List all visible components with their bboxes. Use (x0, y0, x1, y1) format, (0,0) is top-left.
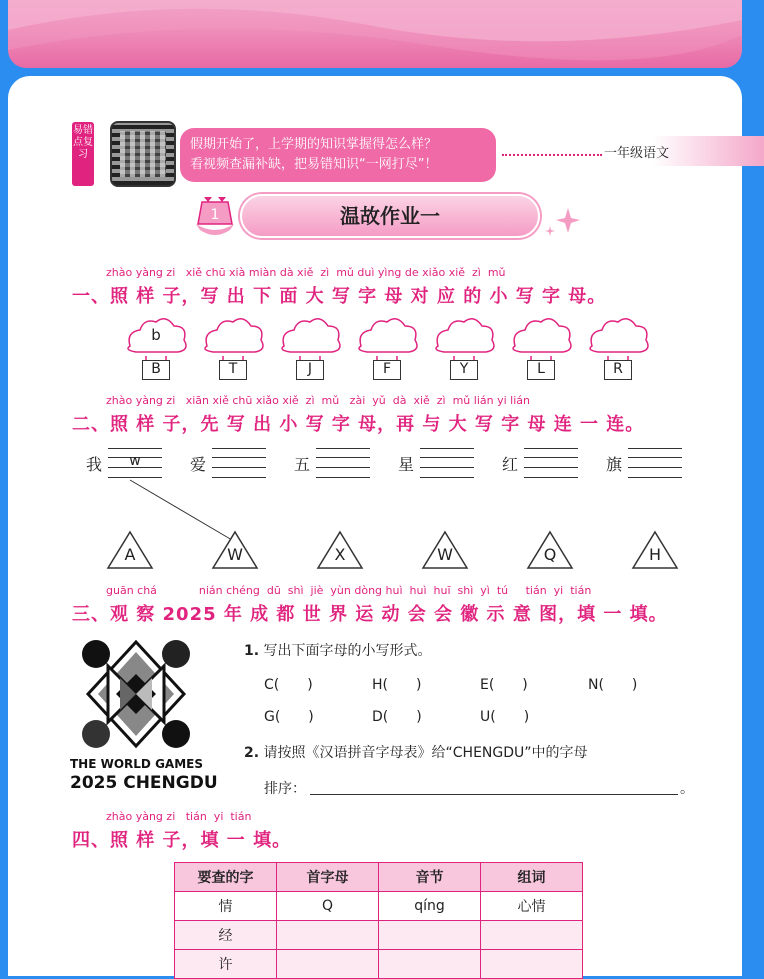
letter-blank[interactable]: E( ) (480, 677, 528, 693)
table-cell: Q (277, 892, 379, 921)
banner-wave-decoration (8, 0, 742, 68)
uppercase-letter-box: J (296, 360, 324, 380)
table-header-cell: 组词 (481, 863, 583, 892)
q1-heading: 一、照 样 子，写 出 下 面 大 写 字 母 对 应 的 小 写 字 母。 (72, 286, 607, 307)
table-header-cell: 音节 (379, 863, 481, 892)
table-header-cell: 首字母 (277, 863, 379, 892)
q3-sub2 (244, 742, 588, 762)
letter-blank[interactable]: U( ) (480, 709, 530, 725)
table-cell: 心情 (481, 892, 583, 921)
q3-sub2-end: 。 (680, 781, 694, 797)
hanzi-word: 旗 (606, 455, 623, 474)
triangle-letter[interactable]: H (648, 545, 662, 564)
table-header-cell: 要查的字 (175, 863, 277, 892)
cloud-shape (513, 319, 571, 352)
qr-code-icon[interactable] (110, 121, 176, 187)
letter-blank[interactable]: N( ) (588, 677, 638, 693)
answer-line[interactable] (310, 794, 678, 795)
q1-pinyin: zhào yàng zi xiě chū xià miàn dà xiě zì mǔ duì yìng de xiǎo xiě zì mǔ (106, 266, 506, 279)
ribbon-badge-icon (192, 194, 238, 238)
bubble-line-1: 假期开始了，上学期的知识掌握得怎么样？ (190, 137, 438, 152)
table-cell[interactable] (277, 950, 379, 979)
uppercase-letter-box: L (527, 360, 555, 380)
four-line-grid[interactable] (212, 448, 266, 478)
uppercase-letter-box: Y (450, 360, 478, 380)
dotted-leader (502, 154, 602, 156)
four-line-grid[interactable] (524, 448, 578, 478)
sparkle-icon (542, 204, 582, 244)
hanzi-word: 五 (294, 455, 311, 474)
triangle-letter[interactable]: Q (543, 545, 557, 564)
table-cell: qíng (379, 892, 481, 921)
connect-line (130, 480, 232, 540)
uppercase-letter-box: R (604, 360, 632, 380)
q3-sub1 (244, 640, 432, 660)
table-cell: 许 (175, 950, 277, 979)
top-banner (8, 0, 742, 68)
badge-number: 1 (210, 207, 220, 223)
grade-tag (604, 136, 764, 166)
q3-sub2-line2: 排序： (264, 781, 306, 797)
table-header-row (175, 863, 583, 892)
table-cell: 情 (175, 892, 277, 921)
cloud-shape (205, 319, 263, 352)
world-games-logo (78, 636, 194, 752)
letter-blank[interactable]: D( ) (372, 709, 422, 725)
triangle-letter[interactable]: A (124, 545, 136, 564)
cloud-shape (590, 319, 648, 352)
triangle-letter[interactable]: X (334, 545, 346, 564)
cloud-shape (282, 319, 340, 352)
bubble-line-2: 看视频查漏补缺，把易错知识“一网打尽”！ (190, 157, 438, 172)
q3-sub1-text: 写出下面字母的小写形式。 (263, 643, 432, 659)
lowercase-answer[interactable]: b (151, 326, 161, 344)
logo-line-2: 2025 CHENGDU (70, 773, 218, 793)
triangle-letter[interactable]: W (437, 545, 453, 564)
hanzi-word: 星 (398, 455, 415, 474)
hanzi-word: 爱 (190, 455, 207, 474)
four-line-grid[interactable] (316, 448, 370, 478)
letter-blank[interactable]: C( ) (264, 677, 313, 693)
cloud-shape (436, 319, 494, 352)
cloud-shape (359, 319, 417, 352)
table-cell[interactable] (481, 921, 583, 950)
triangle-letter[interactable]: W (227, 545, 243, 564)
hanzi-word: 红 (502, 455, 519, 474)
q3-pinyin: guān chá nián chéng dū shì jiè yùn dòng huì huì huī shì yì tú tián yi tián (106, 584, 592, 597)
uppercase-letter-box: F (373, 360, 401, 380)
q3-heading: 三、观 察 2025 年 成 都 世 界 运 动 会 会 徽 示 意 图，填 一 填。 (72, 604, 668, 625)
lookup-table (174, 862, 583, 979)
q4-heading: 四、照 样 子，填 一 填。 (72, 830, 292, 851)
q2-heading: 二、照 样 子，先 写 出 小 写 字 母，再 与 大 写 字 母 连 一 连。 (72, 414, 645, 435)
four-line-grid[interactable] (108, 448, 162, 478)
table-row (175, 950, 583, 979)
q2-triangles (98, 476, 678, 572)
worksheet-page (8, 76, 742, 976)
q3-sub2-text: 请按照《汉语拼音字母表》给“CHENGDU”中的字母 (263, 745, 588, 761)
table-cell: 经 (175, 921, 277, 950)
table-cell[interactable] (481, 950, 583, 979)
letter-blank[interactable]: G( ) (264, 709, 314, 725)
letter-blank[interactable]: H( ) (372, 677, 422, 693)
table-cell[interactable] (379, 950, 481, 979)
four-line-grid[interactable] (420, 448, 474, 478)
table-row (175, 921, 583, 950)
q4-pinyin: zhào yàng zi tián yi tián (106, 810, 252, 823)
q3-sub2-number: 2. (244, 745, 260, 761)
table-row (175, 892, 583, 921)
uppercase-letter-box: B (142, 360, 170, 380)
side-tag: 易错点复习 (72, 122, 94, 186)
intro-bubble (180, 128, 496, 182)
q2-pinyin: zhào yàng zi xiān xiě chū xiǎo xiě zì mǔ zài yǔ dà xiě zì mǔ lián yi lián (106, 394, 530, 407)
logo-line-1: THE WORLD GAMES (70, 757, 203, 771)
q3-sub1-number: 1. (244, 643, 260, 659)
table-cell[interactable] (277, 921, 379, 950)
hanzi-word: 我 (86, 455, 103, 474)
grade-label: 一年级语文 (604, 146, 670, 161)
four-line-grid[interactable] (628, 448, 682, 478)
grid-answer: w (129, 453, 141, 469)
table-cell[interactable] (379, 921, 481, 950)
uppercase-letter-box: T (219, 360, 247, 380)
page-title: 温故作业一 (240, 194, 540, 238)
